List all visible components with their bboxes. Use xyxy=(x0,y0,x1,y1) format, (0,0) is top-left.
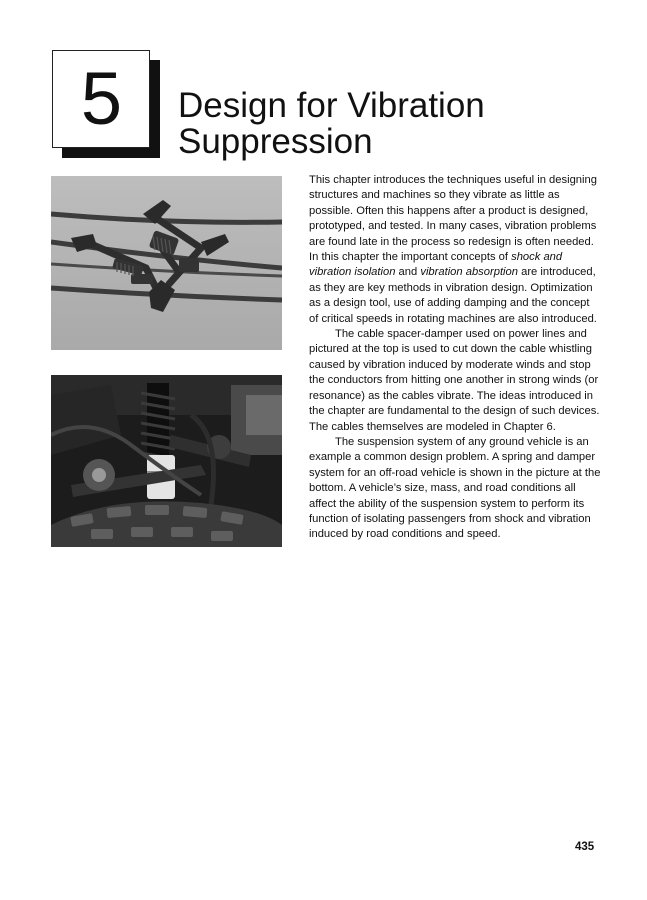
vehicle-suspension-photo xyxy=(51,375,282,547)
chapter-number-box xyxy=(52,50,150,148)
cable-spacer-damper-photo xyxy=(51,176,282,350)
chapter-number: 5 xyxy=(80,57,122,140)
page-number: 435 xyxy=(575,841,595,853)
chapter-title-line-2: Suppression xyxy=(178,122,373,161)
chapter-title-line-1: Design for Vibration xyxy=(178,86,485,125)
intro-paragraph-2: The cable spacer-damper used on power lines and pictured at the top is used to cut down the cable whistling caused by vibration induced by moderate winds and stop the conductors from hitting one another in strong winds (or resonance) as the cables vibrate. The ideas introduced in the chapter are fundamental to the design of such devices. The cables themselves are modeled in Chapter 6. xyxy=(309,328,600,433)
chapter-intro-text xyxy=(309,173,601,543)
chapter-title xyxy=(178,88,598,160)
intro-paragraph-3: The suspension system of any ground vehicle is an example a common design problem. A spring and damper system for an off-road vehicle is shown in the picture at the bottom. A vehicle’s size, mass, and road conditions all affect the ability of the suspension system to perform its function of isolating passengers from shock and vibration induced by road conditions and speed. xyxy=(309,435,601,541)
emphasis-vibration-absorption: vibration absorption xyxy=(420,266,518,279)
intro-paragraph-1: This chapter introduces the techniques useful in designing structures and machines so they vibrate as little as possible. Often this happens after a product is designed, prototyped, and tested. In many cases, vibration problems are found late in the process so redesign is often needed. In this chapter the important concepts of shock and vibration isolation and vibration absorption are introduced, as they are key methods in vibration design. Optimization as a design tool, use of adding damping and the concept of critical speeds in rotating machines are also introduced. xyxy=(309,174,597,325)
emphasis-shock-vibration-isolation: shock and vibration isolation xyxy=(309,251,563,279)
